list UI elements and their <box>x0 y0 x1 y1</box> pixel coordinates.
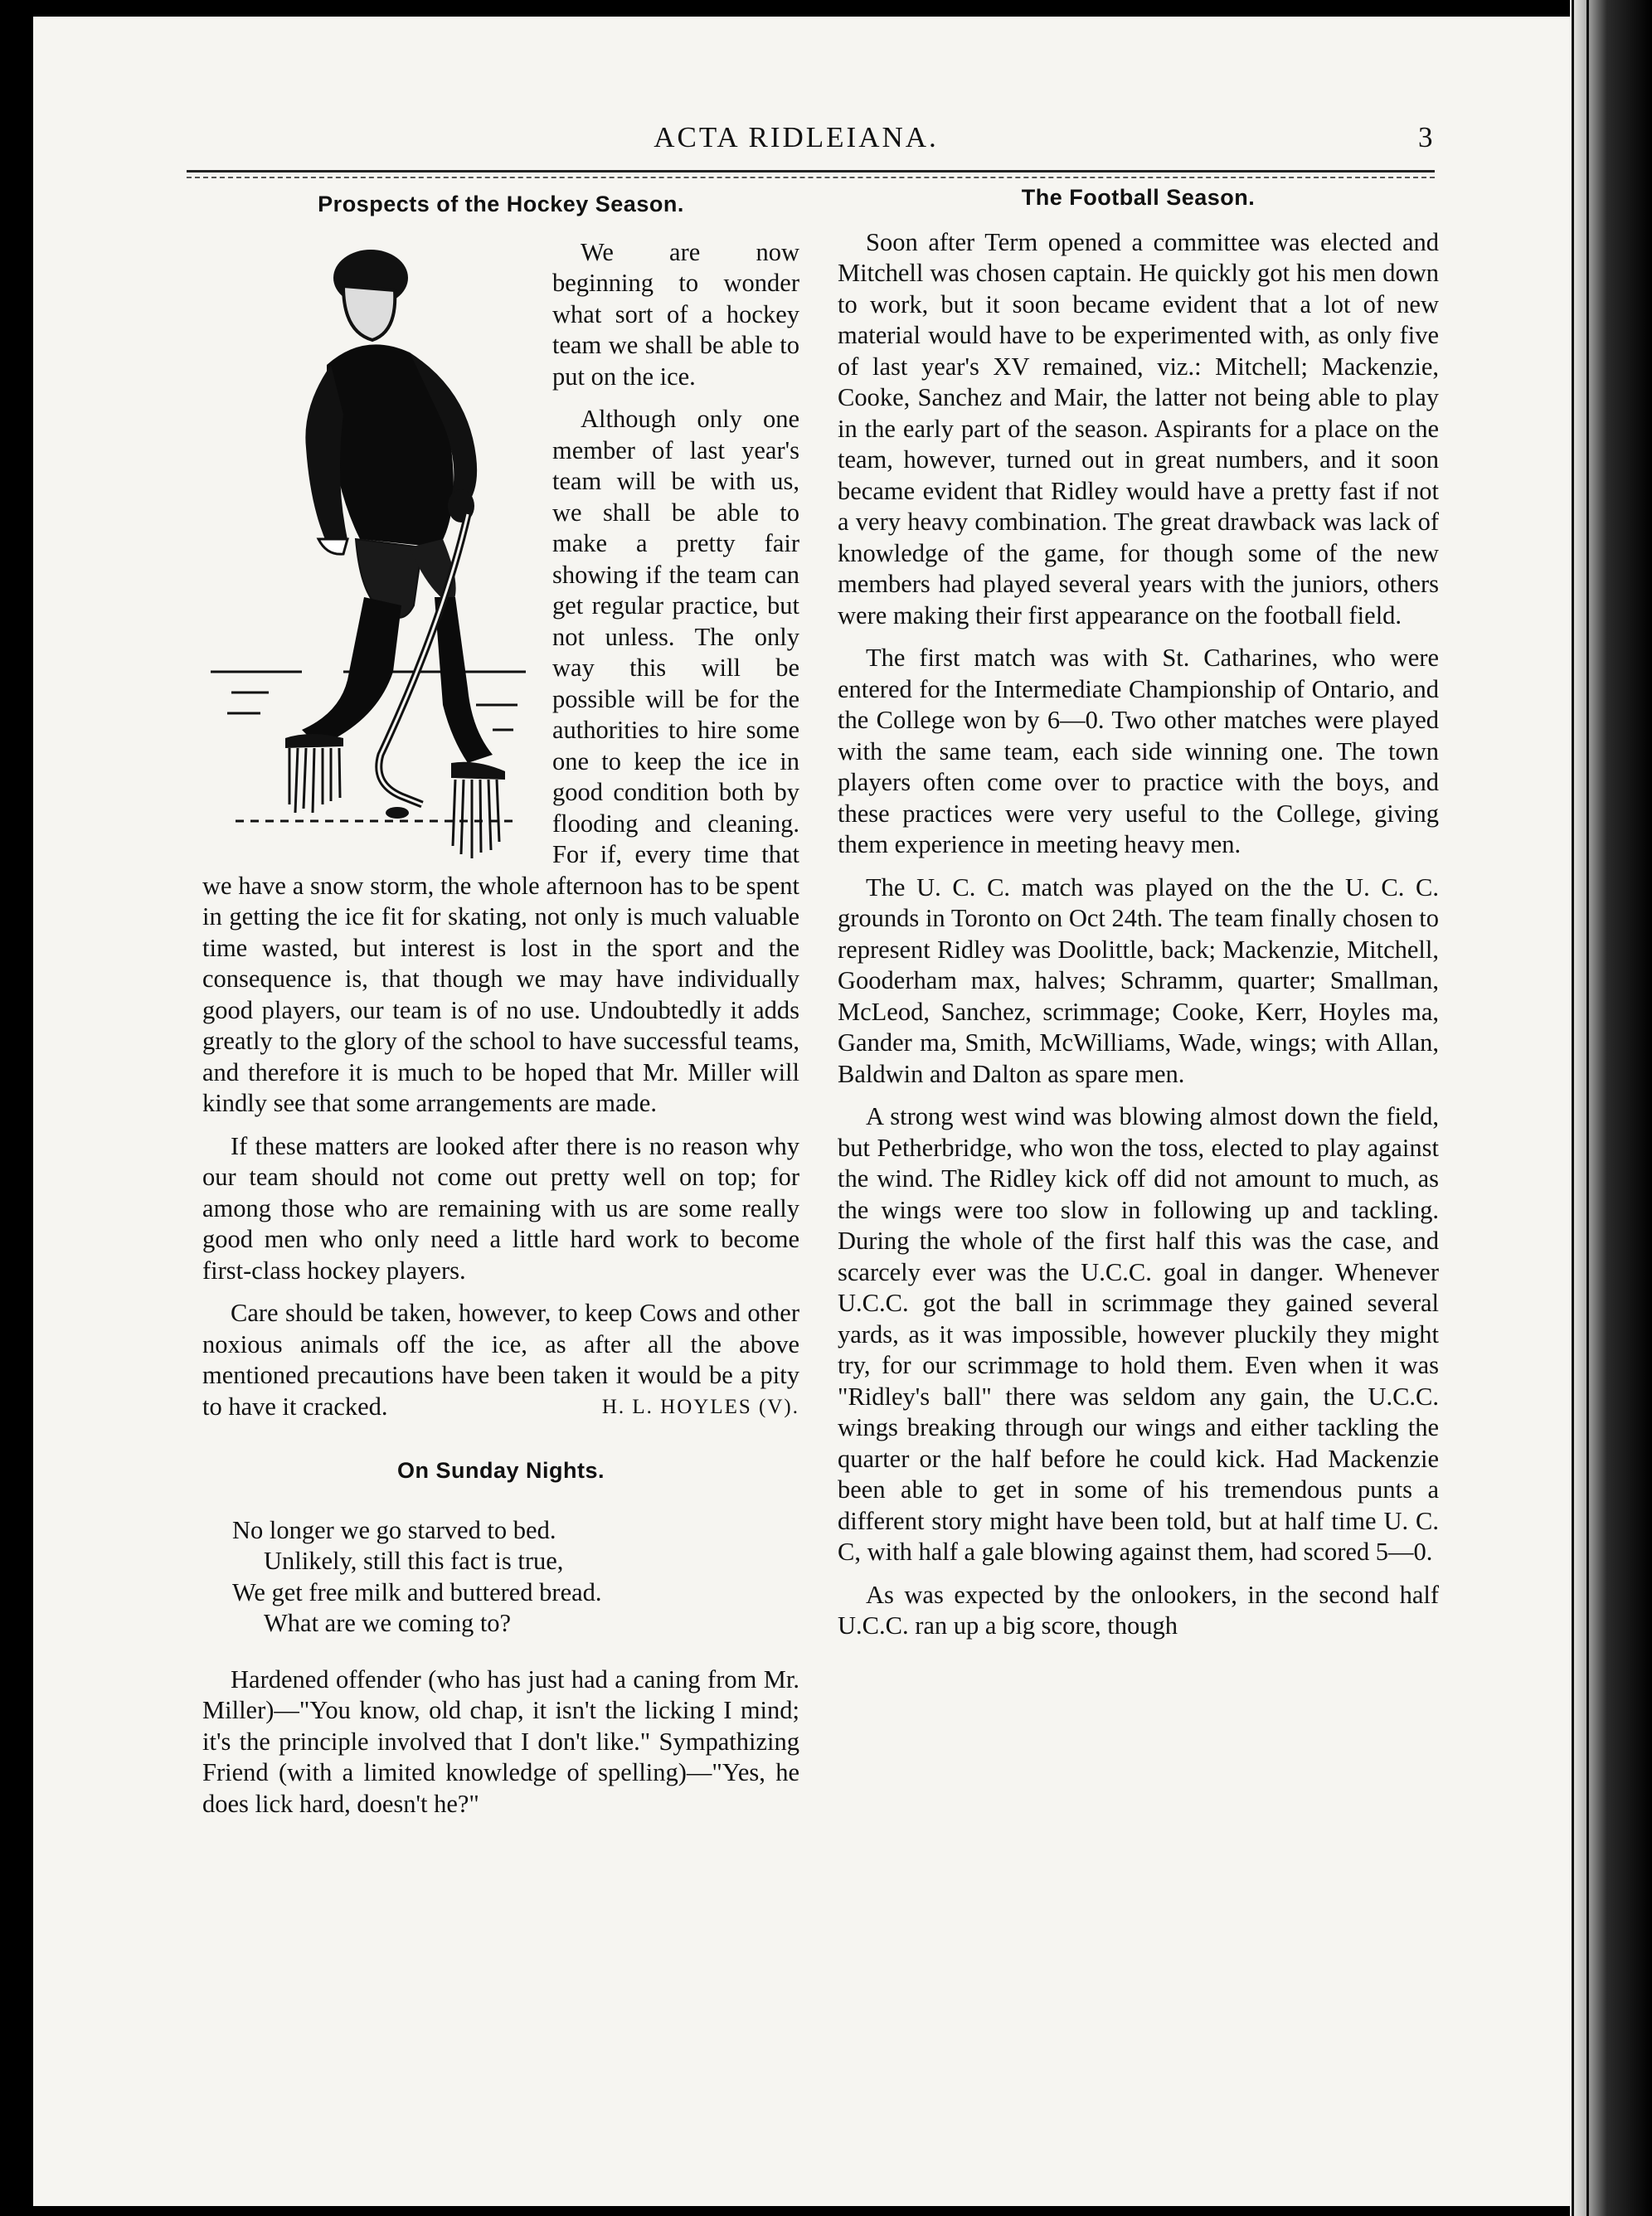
left-column <box>202 189 799 1820</box>
sunday-heading: On Sunday Nights. <box>396 1458 605 1483</box>
poem-line: What are we coming to? <box>264 1609 512 1637</box>
masthead-title: ACTA RIDLEIANA. <box>654 121 939 153</box>
page-number: 3 <box>1418 121 1433 153</box>
anecdote-paragraph: Hardened offender (who has just had a caning from Mr. Miller)—"You know, old chap, it isn't the licking I mind; it's the principle involved that I don't like." Sympathizing Friend (with a limited knowledge of spelling)—"Yes, he does lick hard, doesn't he?" <box>202 1664 799 1818</box>
poem-line: Unlikely, still this fact is true, <box>264 1547 564 1575</box>
edge-line <box>1572 0 1574 2216</box>
hockey-paragraph: If these matters are looked after there is no reason why our team should not come out pretty well on top; for among those who are remaining with us are some really good men who only need a little hard work to become first-class hockey players. <box>202 1131 799 1285</box>
hockey-intro: We are now beginning to wonder what sort of a hockey team we shall be able to put on the ice. <box>552 237 799 391</box>
header-rule-dashed <box>187 177 1435 179</box>
hockey-paragraph <box>202 1298 799 1422</box>
football-heading: The Football Season. <box>1021 185 1256 210</box>
hockey-paragraph: Although only one member of last year's team will be with us, we shall be able to make a pretty fair showing if the team can get regular practice, but not unless. The only way this will be possible will be for the authorities to hire some one to keep the ice in good condition both by flooding and cleaning. For if, every time that we have a snow storm, the whole afternoon has to be spent in getting the ice fit for skating, not only is much valuable time wasted, but interest is lost in the sport and the consequence is, that though we may have individually good players, our team is of no use. Undoubtedly it adds greatly to the glory of the school to have successful teams, and therefore it is much to be hoped that Mr. Miller will kindly see that some arrangements are made. <box>202 405 799 1117</box>
football-paragraph: Soon after Term opened a committee was elected and Mitchell was chosen captain. He quickly got his men down to work, but it soon became evident that a lot of new material would have to be experimented with, as only five of last year's XV remained, viz.: Mitchell; Mackenzie, Cooke, Sanchez and Mair, the latter not being able to play in the early part of the season. Aspirants for a place on the team, however, turned out in great numbers, and it soon became evident that Ridley would have a pretty fast if not a very heavy combination. The great drawback was lack of knowledge of the game, for though some of the new members had played several years with the juniors, others were making their first appearance on the football field. <box>838 227 1439 629</box>
hockey-heading: Prospects of the Hockey Season. <box>318 192 684 216</box>
hockey-player-illustration <box>202 241 534 863</box>
poem <box>202 1515 799 1640</box>
football-paragraph: The U. C. C. match was played on the the U. C. C. grounds in Toronto on Oct 24th. The team finally chosen to represent Ridley was Doolittle, back; Mackenzie, Mitchell, Gooderham max, halves; Schramm, quarter; Smallman, McLeod, Sanchez, scrimmage; Cooke, Kerr, Hoyles ma, Gander ma, Smith, McWilliams, Wade, wings; with Allan, Baldwin and Dalton as spare men. <box>838 872 1439 1088</box>
author-signature: H. L. HOYLES (V). <box>601 1395 799 1418</box>
poem-line: No longer we go starved to bed. <box>232 1515 556 1544</box>
edge-line <box>1586 0 1589 2216</box>
header-rule <box>187 170 1435 173</box>
football-paragraph: As was expected by the onlookers, in the second half U.C.C. ran up a big score, though <box>838 1580 1439 1640</box>
poem-line: We get free milk and buttered bread. <box>232 1577 602 1606</box>
page-edge-shadow <box>1570 0 1652 2216</box>
football-paragraph: A strong west wind was blowing almost down the field, but Petherbridge, who won the toss, elected to play against the wind. The Ridley kick off did not amount to much, as the wings were too slow in following up and tackling. During the whole of the first half this was the case, and scarcely ever was the U.C.C. goal in danger. Whenever U.C.C. got the ball in scrimmage they gained several yards, as it was impossible, however pluckily they might try, for our scrimmage to hold them. Even when it was "Ridley's ball" there was seldom any gain, the U.C.C. wings breaking through our wings and either tackling the quarter or the half before he could kick. Had Mackenzie been able to get in some of his tremendous punts a different story might have been told, but at half time U. C. C, with half a gale blowing against them, had scored 5—0. <box>838 1102 1439 1566</box>
hockey-paragraph-text: Care should be taken, however, to keep Cows and other noxious animals off the ice, as after all the above mentioned precautions have been taken it would be a pity to have it cracked. <box>202 1299 799 1421</box>
football-paragraph: The first match was with St. Catharines, who were entered for the Intermediate Championship of Ontario, and the College won by 6—0. Two other matches were played with the same team, each side winning one. The town players often come over to practice with the boys, and these practices were very useful to the College, giving them experience in meeting heavy men. <box>838 644 1439 858</box>
right-column <box>838 182 1439 1642</box>
